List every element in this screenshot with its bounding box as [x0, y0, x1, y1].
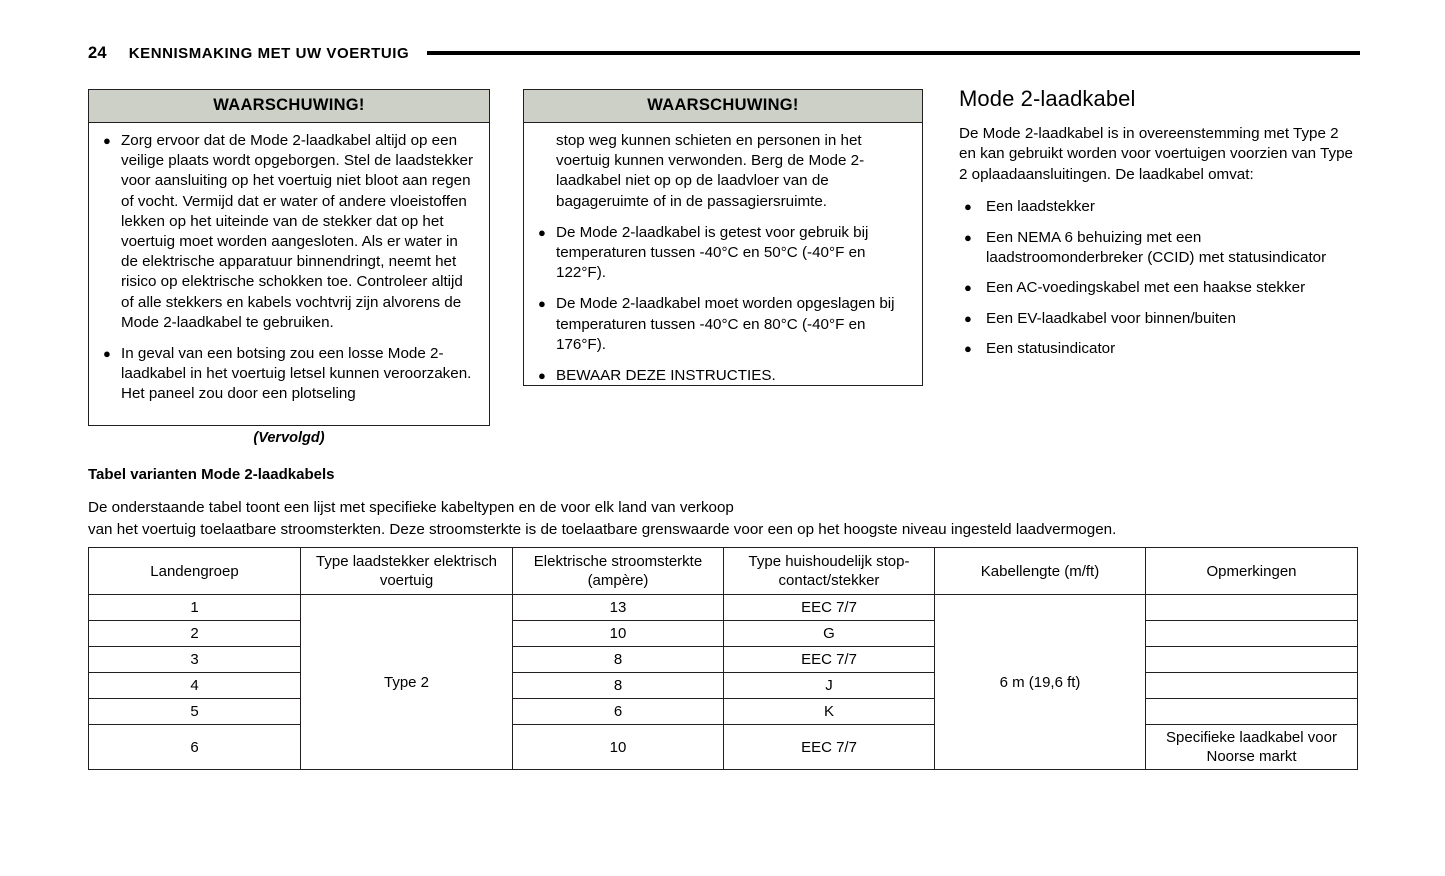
cell-remark [1146, 647, 1358, 673]
cell-socket-type: G [724, 621, 935, 647]
table-header-row [89, 548, 1358, 595]
list-item-text: Zorg ervoor dat de Mode 2-laadkabel altijd op een veilige plaats wordt opgeborgen. Stel de laadstekker voor aansluiting op het voertuig niet bloot aan regen of vocht. Vermijd dat er water of andere vloeistoffen lekken op het uiteinde van de stekker dat op het voertuig moet worden aangesloten. Als er water in de elektrische apparatuur binnendringt, neemt het risico op elektrische schokken toe. Controleer altijd of alle stekkers en kabels vochtvrij zijn alvorens de Mode 2-laadkabel te gebruiken. [121, 132, 474, 331]
cell-amperage: 13 [513, 595, 724, 621]
list-item-text: Een EV-laadkabel voor binnen/buiten [986, 309, 1236, 327]
list-item-text: Een statusindicator [986, 340, 1116, 358]
list-item-text: Een laadstekker [986, 198, 1095, 216]
page-number: 24 [88, 43, 107, 62]
cell-country-group: 3 [89, 647, 301, 673]
cell-remark [1146, 699, 1358, 725]
page-header-title: KENNISMAKING MET UW VOERTUIG [128, 44, 410, 62]
bullet-icon: ● [964, 199, 972, 215]
cell-country-group: 4 [89, 673, 301, 699]
list-item [959, 228, 1359, 269]
continued-label: (Vervolgd) [253, 430, 325, 446]
header-rule [427, 51, 1360, 55]
cell-amperage: 8 [513, 673, 724, 699]
bullet-icon: ● [538, 224, 546, 240]
column-header-socket-type: Type huishoudelijk stop-contact/stekker [724, 548, 935, 595]
bullet-icon: ● [964, 229, 972, 245]
list-item-text: Een AC-voedingskabel met een haakse stekker [986, 279, 1306, 297]
bullet-icon: ● [103, 346, 111, 362]
cell-amperage: 10 [513, 621, 724, 647]
table-intro-line-1: De onderstaande tabel toont een lijst met specifieke kabeltypen en de voor elk land van verkoop [88, 499, 734, 516]
bullet-icon: ● [964, 341, 972, 357]
cell-plug-type-merged: Type 2 [301, 595, 513, 770]
warning-box-1-list [101, 131, 477, 405]
table-row [89, 725, 1358, 770]
cell-socket-type: EEC 7/7 [724, 647, 935, 673]
list-item-text: Een NEMA 6 behuizing met een laadstroomonderbreker (CCID) met statusindicator [986, 228, 1327, 267]
warning-box-2-list [536, 223, 910, 386]
table-body [89, 595, 1358, 770]
table-header [89, 548, 1358, 595]
table-row [89, 595, 1358, 621]
list-item-text: De Mode 2-laadkabel is getest voor gebruik bij temperaturen tussen -40°C en 50°C (-40°F en 122°F). [556, 223, 869, 282]
warning-box-1 [88, 89, 490, 426]
list-item [536, 223, 910, 284]
bullet-icon: ● [538, 296, 546, 312]
list-item [959, 339, 1359, 359]
cell-amperage: 10 [513, 725, 724, 770]
page-header [88, 40, 1360, 66]
column-header-amperage: Elektrische stroomsterkte (ampère) [513, 548, 724, 595]
cell-remark [1146, 673, 1358, 699]
cell-country-group: 6 [89, 725, 301, 770]
cell-remark: Specifieke laadkabel voor Noorse markt [1146, 725, 1358, 770]
cell-socket-type: EEC 7/7 [724, 595, 935, 621]
table-row [89, 699, 1358, 725]
table-row [89, 673, 1358, 699]
cell-socket-type: EEC 7/7 [724, 725, 935, 770]
cell-socket-type: J [724, 673, 935, 699]
column-header-cable-length: Kabellengte (m/ft) [935, 548, 1146, 595]
section-intro-text: De Mode 2-laadkabel is in overeenstemming met Type 2 en kan gebruikt worden voor voertuigen voorzien van Type 2 oplaadaansluitingen. De laadkabel omvat: [959, 125, 1353, 183]
warning-box-1-body [89, 123, 489, 409]
bullet-icon: ● [964, 280, 972, 296]
cell-cable-length-merged: 6 m (19,6 ft) [935, 595, 1146, 770]
cell-country-group: 2 [89, 621, 301, 647]
column-header-plug-type: Type laadstekker elektrisch voertuig [301, 548, 513, 595]
table-intro-line-2: van het voertuig toelaatbare stroomsterkten. Deze stroomsterkte is de toelaatbare grenswaarde voor een op het hoogste niveau ingesteld laadvermogen. [88, 520, 1117, 538]
list-item [101, 344, 477, 405]
table-section-intro [88, 497, 1368, 540]
list-item [959, 197, 1359, 217]
list-item-text: In geval van een botsing zou een losse Mode 2-laadkabel in het voertuig letsel kunnen veroorzaken. Het paneel zou door een plotseling [121, 345, 472, 403]
list-item [101, 131, 477, 333]
mode-2-charging-cable-section [959, 86, 1359, 370]
table-row [89, 621, 1358, 647]
cell-country-group: 5 [89, 699, 301, 725]
cell-remark [1146, 595, 1358, 621]
table-section-heading: Tabel varianten Mode 2-laadkabels [88, 466, 335, 483]
table-row [89, 647, 1358, 673]
warning-box-2-title: WAARSCHUWING! [524, 90, 922, 123]
bullet-icon: ● [103, 133, 111, 148]
list-item [536, 294, 910, 355]
warning-box-2-body [524, 123, 922, 386]
bullet-icon: ● [538, 368, 546, 384]
cell-country-group: 1 [89, 595, 301, 621]
list-item-text: De Mode 2-laadkabel moet worden opgeslagen bij temperaturen tussen -40°C en 80°C (-40°F en 176°F). [556, 295, 895, 353]
column-header-remarks: Opmerkingen [1146, 548, 1358, 595]
cell-socket-type: K [724, 699, 935, 725]
section-heading: Mode 2-laadkabel [959, 86, 1136, 111]
list-item-text: BEWAAR DEZE INSTRUCTIES. [556, 367, 776, 385]
warning-box-2 [523, 89, 923, 386]
cell-amperage: 8 [513, 647, 724, 673]
cell-remark [1146, 621, 1358, 647]
warning-box-1-title: WAARSCHUWING! [89, 90, 489, 123]
bullet-icon: ● [964, 310, 972, 326]
feature-list [959, 197, 1359, 359]
list-item [959, 278, 1359, 298]
list-item [536, 366, 910, 386]
warning-box-2-continuation-text: stop weg kunnen schieten en personen in het voertuig kunnen verwonden. Berg de Mode 2-laadkabel niet op op de laadvloer van de bagageruimte of in de passagiersruimte. [556, 132, 865, 210]
cell-amperage: 6 [513, 699, 724, 725]
list-item [959, 309, 1359, 329]
column-header-country-group: Landengroep [89, 548, 301, 595]
cable-variants-table [88, 547, 1358, 770]
